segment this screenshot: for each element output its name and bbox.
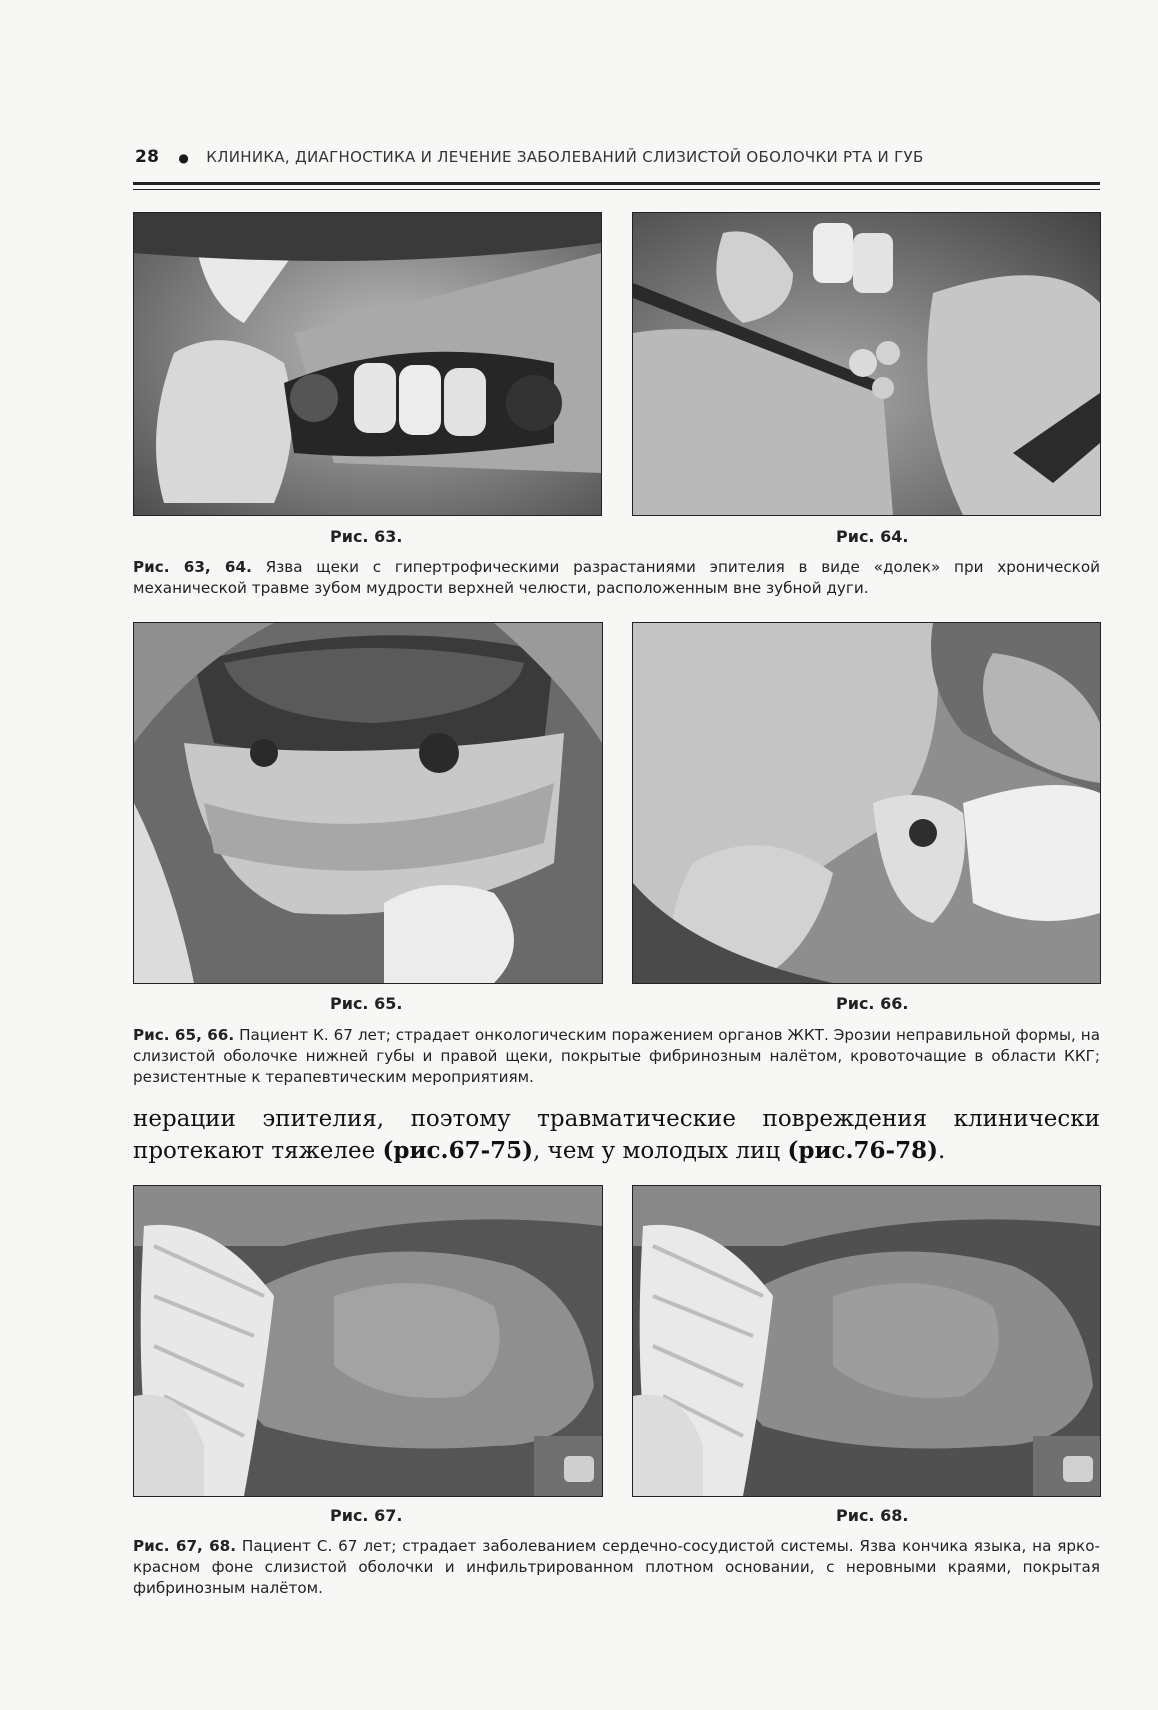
photo-fig-68 bbox=[632, 1185, 1101, 1497]
caption-65-66 bbox=[133, 1025, 1100, 1088]
caption-text: Пациент К. 67 лет; страдает онкологическим поражением органов ЖКТ. Эрозии неправильной формы, на слизистой оболочке нижней губы и правой щеки, покрытые фибринозным налётом, кровоточащие в области ККГ; резистентные к терапевтическим мероприятиям. bbox=[133, 1026, 1101, 1086]
body-text-part: . bbox=[937, 1138, 946, 1164]
caption-label: Рис. 65, 66. bbox=[133, 1026, 235, 1044]
figure-label-63: Рис. 63. bbox=[330, 527, 403, 546]
body-text-part: нерации эпителия, поэтому травматические повреждения клинически протекают тяжелее bbox=[133, 1106, 1100, 1164]
running-header bbox=[135, 147, 1095, 167]
header-rule-thin bbox=[133, 189, 1100, 190]
photo-fig-64 bbox=[632, 212, 1101, 516]
figure-label-64: Рис. 64. bbox=[836, 527, 909, 546]
figure-label-68: Рис. 68. bbox=[836, 1506, 909, 1525]
caption-63-64 bbox=[133, 557, 1100, 599]
page-number: 28 bbox=[135, 147, 160, 167]
caption-label: Рис. 67, 68. bbox=[133, 1537, 237, 1555]
figure-reference: (рис.76-78) bbox=[787, 1137, 938, 1164]
photo-fig-63 bbox=[133, 212, 602, 516]
header-rule-thick bbox=[133, 182, 1100, 185]
caption-text: Пациент С. 67 лет; страдает заболеванием сердечно-сосудистой системы. Язва кончика языка, на ярко-красном фоне слизистой оболочки и инфильтрированном плотном основании, с неровными краями, покрытая фибринозным налётом. bbox=[133, 1537, 1100, 1597]
figure-reference: (рис.67-75) bbox=[382, 1137, 534, 1164]
body-paragraph bbox=[133, 1103, 1100, 1167]
photo-fig-67 bbox=[133, 1185, 603, 1497]
figure-label-66: Рис. 66. bbox=[836, 994, 909, 1013]
caption-text: Язва щеки с гипертрофическими разрастаниями эпителия в виде «долек» при хронической механической травме зубом мудрости верхней челюсти, расположенным вне зубной дуги. bbox=[133, 558, 1100, 597]
figure-label-67: Рис. 67. bbox=[330, 1506, 403, 1525]
caption-label: Рис. 63, 64. bbox=[133, 558, 252, 576]
figure-label-65: Рис. 65. bbox=[330, 994, 403, 1013]
photo-fig-65 bbox=[133, 622, 603, 984]
body-text-part: , чем у молодых лиц bbox=[533, 1138, 788, 1164]
caption-67-68 bbox=[133, 1536, 1100, 1599]
photo-fig-66 bbox=[632, 622, 1101, 984]
running-title: КЛИНИКА, ДИАГНОСТИКА И ЛЕЧЕНИЕ ЗАБОЛЕВАНИЙ СЛИЗИСТОЙ ОБОЛОЧКИ РТА И ГУБ bbox=[206, 148, 924, 166]
bullet-separator: ● bbox=[178, 151, 190, 165]
